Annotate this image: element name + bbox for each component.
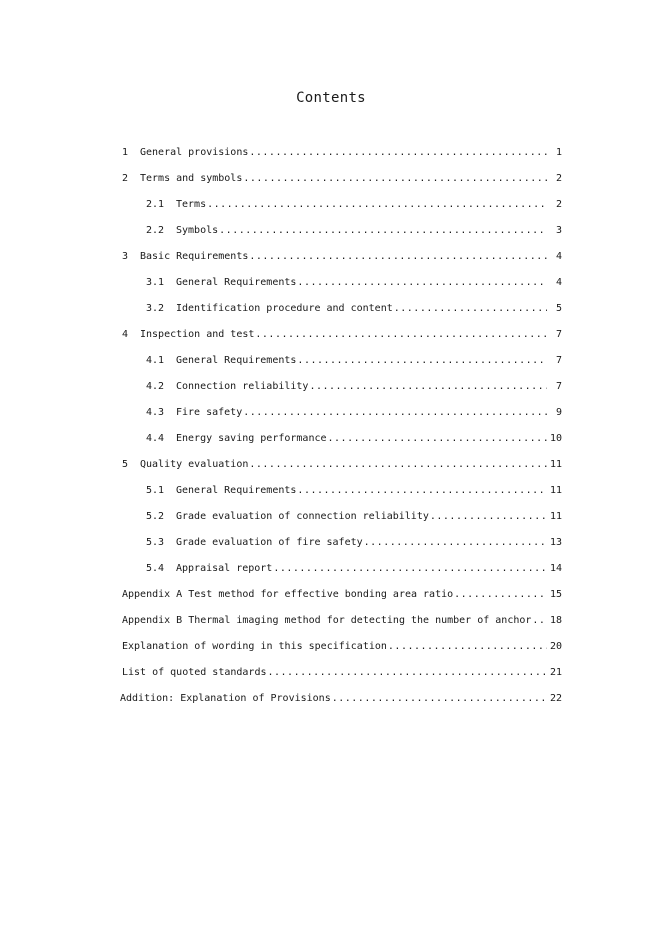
dot-leader bbox=[219, 225, 547, 236]
toc-entry[interactable] bbox=[146, 225, 562, 239]
toc-entry-number: 5.1 bbox=[146, 485, 165, 496]
toc-entry-number: 2.1 bbox=[146, 199, 165, 210]
toc-entry-number: 2.2 bbox=[146, 225, 165, 236]
toc-entry-page-number: 20 bbox=[549, 641, 562, 652]
dot-leader bbox=[207, 199, 547, 210]
toc-entry-label: Addition: Explanation of Provisions bbox=[120, 693, 331, 704]
toc-entry[interactable] bbox=[122, 147, 562, 161]
toc-entry-page-number: 7 bbox=[555, 381, 562, 392]
dot-leader bbox=[364, 537, 547, 548]
toc-entry-label: Grade evaluation of connection reliability bbox=[176, 511, 429, 522]
toc-entry-label: General provisions bbox=[140, 147, 249, 158]
toc-entry-number: 4 bbox=[122, 329, 129, 340]
toc-entry[interactable] bbox=[146, 537, 562, 551]
toc-entry-number: 4.4 bbox=[146, 433, 165, 444]
toc-entry[interactable] bbox=[120, 693, 562, 707]
toc-entry-page-number: 1 bbox=[555, 147, 562, 158]
toc-entry[interactable] bbox=[122, 173, 562, 187]
toc-entry[interactable] bbox=[146, 381, 562, 395]
toc-entry-label: General Requirements bbox=[176, 277, 297, 288]
toc-entry[interactable] bbox=[122, 641, 562, 655]
toc-entry-label: Energy saving performance bbox=[176, 433, 327, 444]
dot-leader bbox=[273, 563, 547, 574]
toc-entry[interactable] bbox=[146, 277, 562, 291]
toc-entry-label: Explanation of wording in this specification bbox=[122, 641, 387, 652]
dot-leader bbox=[309, 381, 547, 392]
toc-entry-label: Appendix B Thermal imaging method for detecting the number of anchor bbox=[122, 615, 532, 626]
toc-entry-page-number: 22 bbox=[549, 693, 562, 704]
toc-entry[interactable] bbox=[146, 563, 562, 577]
toc-entry-page-number: 10 bbox=[549, 433, 562, 444]
dot-leader bbox=[532, 615, 547, 626]
toc-entry[interactable] bbox=[122, 615, 562, 629]
toc-entry-number: 5.2 bbox=[146, 511, 165, 522]
toc-entry-page-number: 18 bbox=[549, 615, 562, 626]
toc-entry-page-number: 5 bbox=[555, 303, 562, 314]
toc-entry[interactable] bbox=[146, 433, 562, 447]
toc-entry-page-number: 2 bbox=[555, 173, 562, 184]
toc-entry[interactable] bbox=[122, 329, 562, 343]
dot-leader bbox=[243, 407, 547, 418]
toc-entry-page-number: 21 bbox=[549, 667, 562, 678]
dot-leader bbox=[454, 589, 547, 600]
toc-entry[interactable] bbox=[122, 667, 562, 681]
toc-entry-label: General Requirements bbox=[176, 355, 297, 366]
dot-leader bbox=[268, 667, 548, 678]
dot-leader bbox=[249, 251, 547, 262]
toc-entry-page-number: 3 bbox=[555, 225, 562, 236]
toc-entry-label: Grade evaluation of fire safety bbox=[176, 537, 363, 548]
toc-entry-label: Terms bbox=[176, 199, 207, 210]
toc-entry-number: 1 bbox=[122, 147, 129, 158]
toc-entry-page-number: 7 bbox=[555, 355, 562, 366]
dot-leader bbox=[249, 459, 547, 470]
dot-leader bbox=[394, 303, 547, 314]
page-title: Contents bbox=[296, 90, 366, 106]
toc-entry-label: Appraisal report bbox=[176, 563, 273, 574]
toc-entry-number: 4.3 bbox=[146, 407, 165, 418]
dot-leader bbox=[297, 485, 547, 496]
toc-entry-number: 5.4 bbox=[146, 563, 165, 574]
toc-entry-label: Symbols bbox=[176, 225, 219, 236]
toc-entry-label: Quality evaluation bbox=[140, 459, 249, 470]
toc-entry-number: 5 bbox=[122, 459, 129, 470]
toc-entry-page-number: 11 bbox=[549, 485, 562, 496]
dot-leader bbox=[297, 355, 547, 366]
dot-leader bbox=[297, 277, 547, 288]
toc-entry[interactable] bbox=[122, 251, 562, 265]
toc-entry-page-number: 4 bbox=[555, 251, 562, 262]
toc-entry-label: Basic Requirements bbox=[140, 251, 249, 262]
toc-entry-page-number: 15 bbox=[549, 589, 562, 600]
toc-entry[interactable] bbox=[146, 303, 562, 317]
toc-entry[interactable] bbox=[122, 589, 562, 603]
toc-entry-number: 3 bbox=[122, 251, 129, 262]
toc-entry[interactable] bbox=[146, 511, 562, 525]
toc-entry-page-number: 11 bbox=[549, 511, 562, 522]
dot-leader bbox=[255, 329, 547, 340]
toc-entry-label: Fire safety bbox=[176, 407, 243, 418]
dot-leader bbox=[328, 433, 547, 444]
toc-entry[interactable] bbox=[146, 485, 562, 499]
toc-entry-number: 2 bbox=[122, 173, 129, 184]
toc-entry-label: Appendix A Test method for effective bonding area ratio bbox=[122, 589, 454, 600]
toc-entry-label: Terms and symbols bbox=[140, 173, 243, 184]
toc-entry-number: 5.3 bbox=[146, 537, 165, 548]
toc-entry-number: 4.2 bbox=[146, 381, 165, 392]
dot-leader bbox=[430, 511, 547, 522]
toc-entry-page-number: 9 bbox=[555, 407, 562, 418]
toc-entry[interactable] bbox=[146, 355, 562, 369]
toc-entry-label: Inspection and test bbox=[140, 329, 255, 340]
toc-entry-page-number: 7 bbox=[555, 329, 562, 340]
toc-entry-page-number: 4 bbox=[555, 277, 562, 288]
toc-entry[interactable] bbox=[146, 199, 562, 213]
toc-entry[interactable] bbox=[122, 459, 562, 473]
toc-entry-number: 3.2 bbox=[146, 303, 165, 314]
dot-leader bbox=[243, 173, 547, 184]
toc-entry-number: 3.1 bbox=[146, 277, 165, 288]
toc-entry-page-number: 2 bbox=[555, 199, 562, 210]
toc-entry-number: 4.1 bbox=[146, 355, 165, 366]
toc-entry-label: Connection reliability bbox=[176, 381, 309, 392]
dot-leader bbox=[249, 147, 547, 158]
toc-entry-page-number: 13 bbox=[549, 537, 562, 548]
toc-entry-label: Identification procedure and content bbox=[176, 303, 393, 314]
toc-entry-page-number: 14 bbox=[549, 563, 562, 574]
dot-leader bbox=[388, 641, 547, 652]
toc-entry-page-number: 11 bbox=[549, 459, 562, 470]
toc-entry-label: List of quoted standards bbox=[122, 667, 267, 678]
toc-entry-label: General Requirements bbox=[176, 485, 297, 496]
dot-leader bbox=[332, 693, 547, 704]
toc-entry[interactable] bbox=[146, 407, 562, 421]
